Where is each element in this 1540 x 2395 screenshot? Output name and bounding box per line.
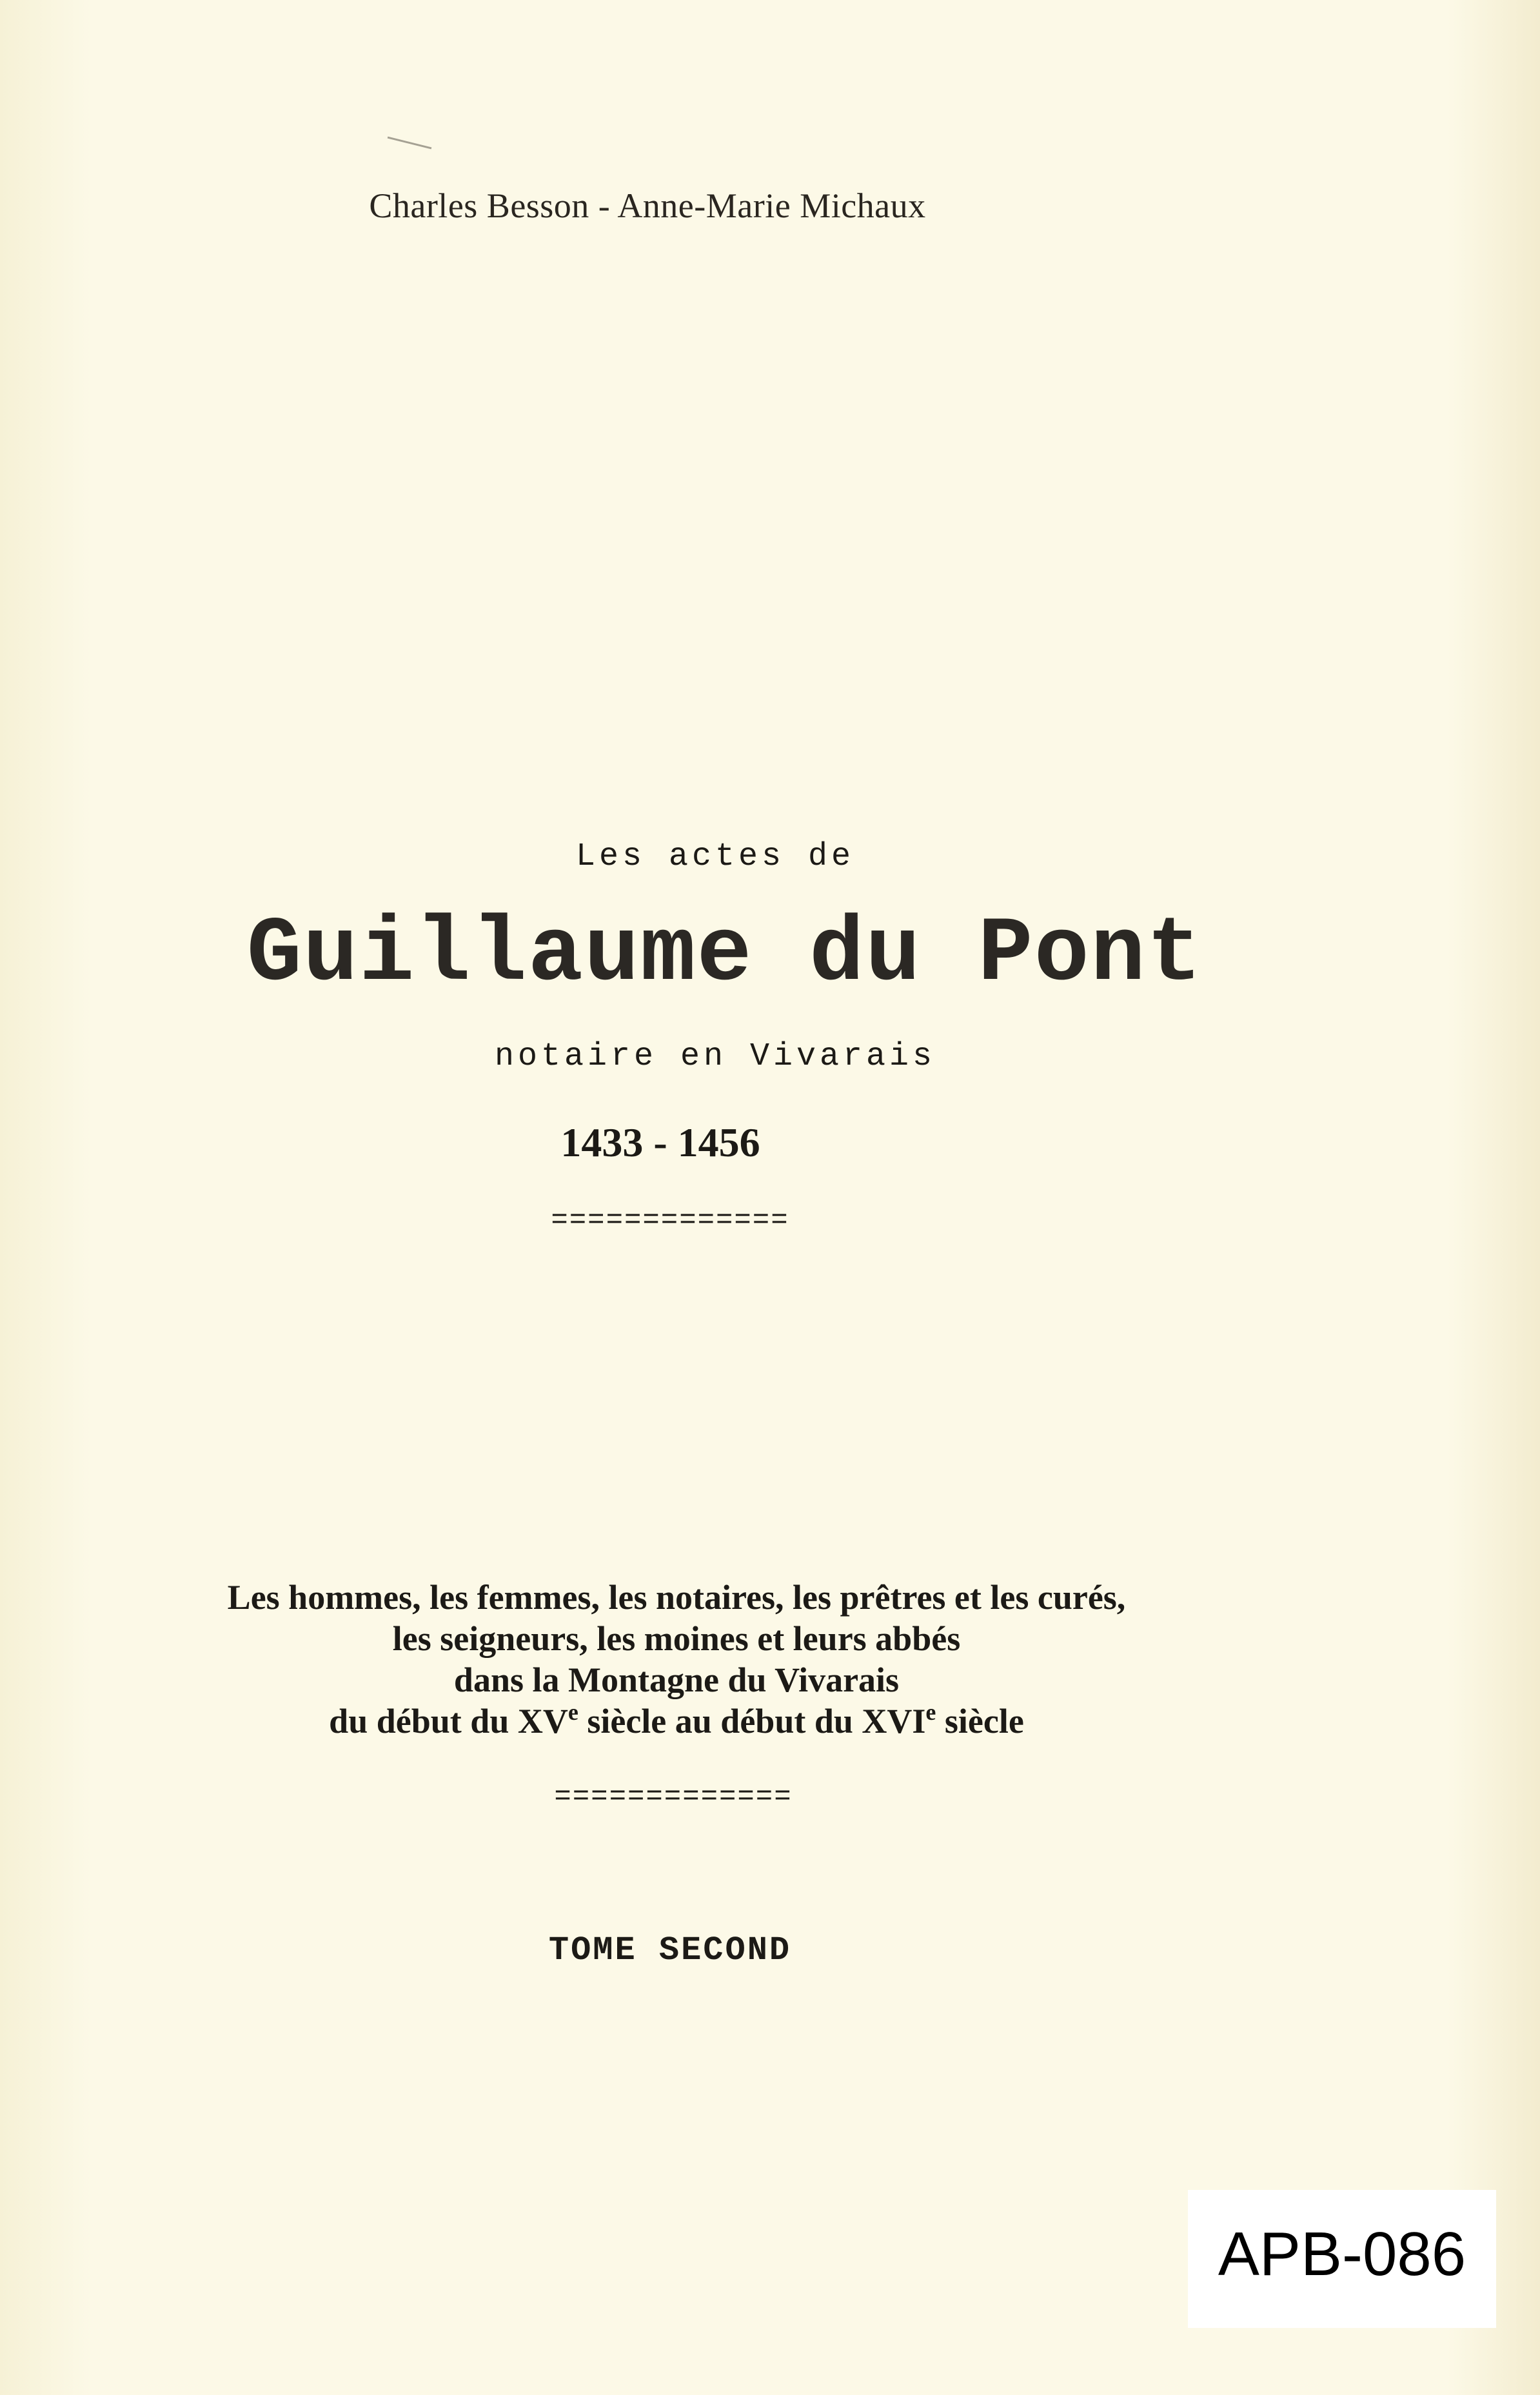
- description-line-4-part-a: du début du XV: [329, 1702, 568, 1740]
- years: 1433 - 1456: [560, 1119, 760, 1165]
- superscript-e-2: e: [925, 1699, 936, 1725]
- description-line-3: dans la Montagne du Vivarais: [453, 1661, 900, 1699]
- superscript-e-1: e: [568, 1699, 578, 1725]
- title-prefix: Les actes de: [575, 838, 855, 875]
- description-line-4-part-b: siècle au début du XVI: [578, 1702, 926, 1740]
- separator-line-1: =============: [551, 1205, 789, 1237]
- call-number-sticker: [1188, 2190, 1496, 2328]
- volume-label: TOME SECOND: [548, 1931, 792, 1969]
- description-block: [0, 1577, 1446, 1742]
- subtitle-role: notaire en Vivarais: [494, 1038, 936, 1075]
- description-line-2: les seigneurs, les moines et leurs abbés: [392, 1619, 961, 1658]
- description-line-4: [0, 1700, 1446, 1742]
- description-line-1: Les hommes, les femmes, les notaires, les prêtres et les curés,: [227, 1578, 1126, 1617]
- description-line-4-part-c: siècle: [936, 1702, 1024, 1740]
- call-number: APB-086: [1218, 2220, 1466, 2289]
- book-title: Guillaume du Pont: [246, 903, 1203, 1007]
- separator-line-2: =============: [554, 1781, 793, 1813]
- authors: Charles Besson - Anne-Marie Michaux: [369, 186, 926, 225]
